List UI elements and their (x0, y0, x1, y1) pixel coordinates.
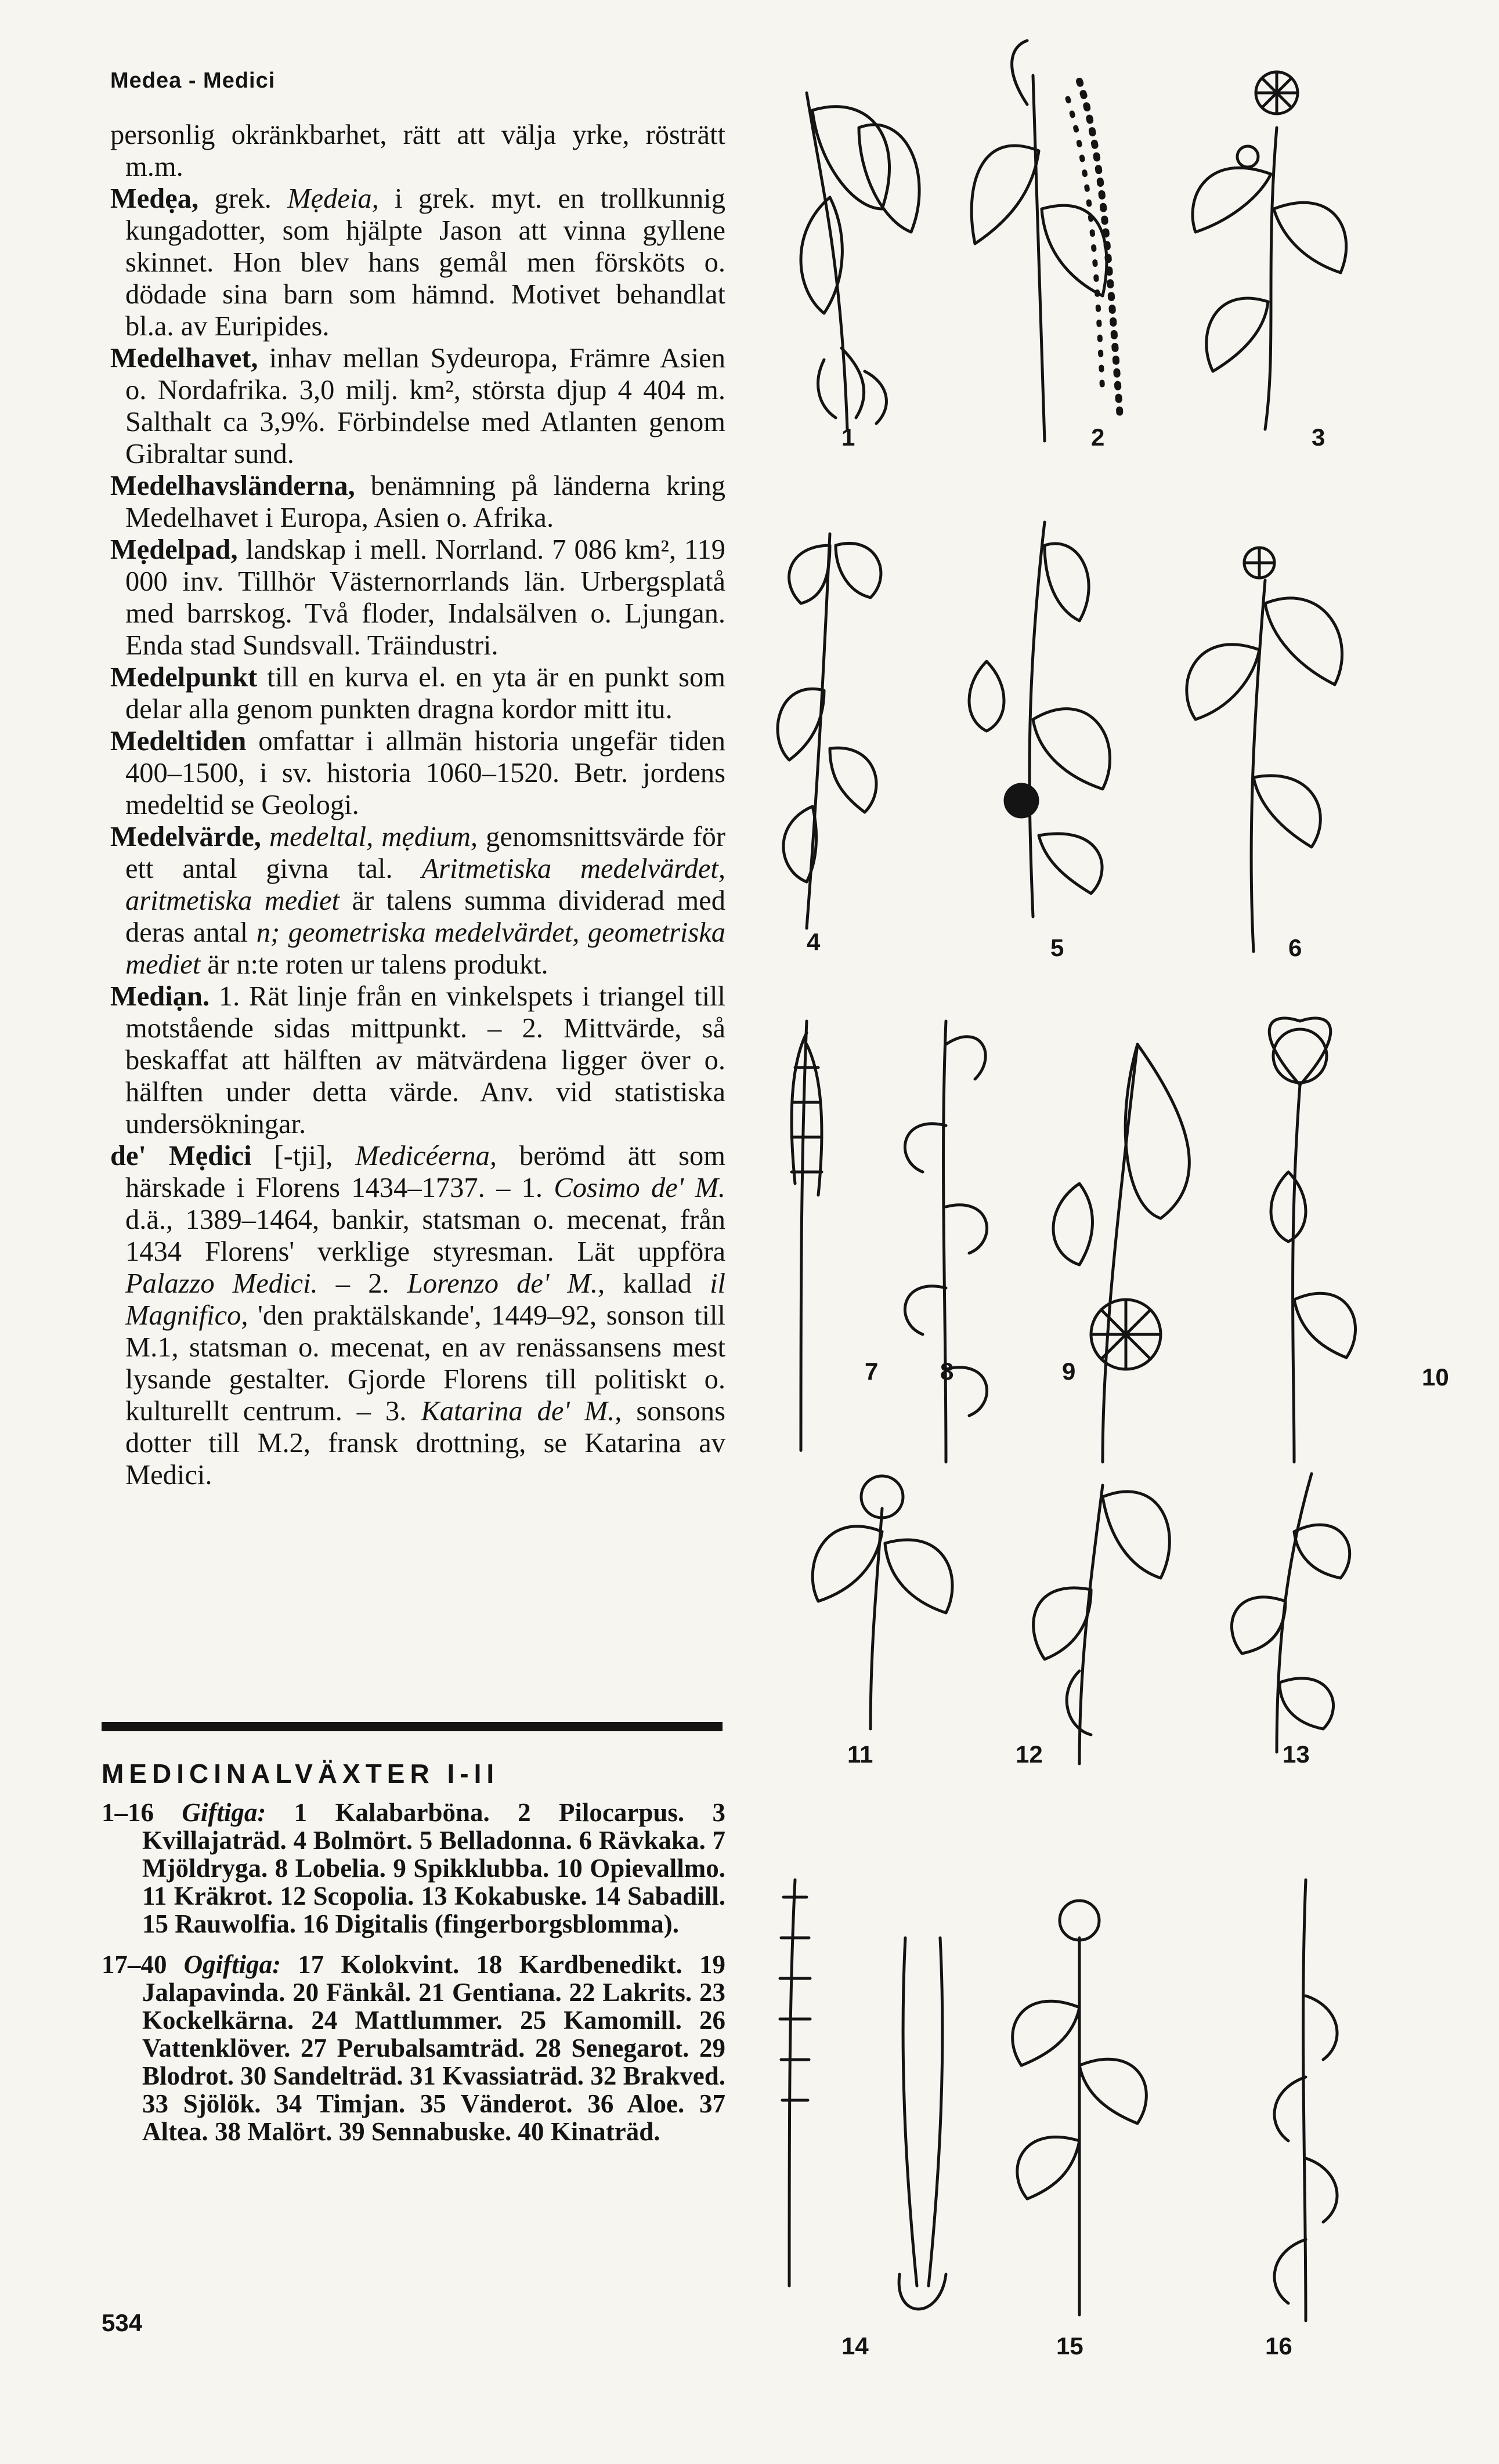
figure-number: 15 (1056, 2332, 1083, 2360)
digitalis-icon (1274, 1880, 1337, 2321)
section-divider (102, 1722, 723, 1731)
entry-medelpad: Mẹdelpad, landskap i mell. Norrland. 7 086 km², 119 000 inv. Tillhör Västernorrlands län. Urbergsplatå med barrskog. Två floder, Indalsälven o. Ljungan. Enda stad Sundsvall. Träindustri. (110, 534, 725, 661)
entry-medeltiden: Medeltiden omfattar i allmän historia ungefär tiden 400–1500, i sv. historia 1060–1520. Betr. jordens medeltid se Geologi. (110, 726, 725, 820)
figure-number: 8 (940, 1358, 954, 1385)
entry-medea: Medẹa, grek. Mẹdeia, i grek. myt. en trollkunnig kungadotter, som hjälpte Jason att vinna gyllene skinnet. Hon blev hans gemål men försköts o. dödade sina barn som hämnd. Motivet behandlat bl.a. av Euripides. (110, 183, 725, 342)
legend-group-nonpoisonous: 17–40 Ogiftiga: 17 Kolokvint. 18 Kardbenedikt. 19 Jalapavinda. 20 Fänkål. 21 Gentiana. 22 Lakrits. 23 Kockelkärna. 24 Mattlummer. 25 Kamomill. 26 Vattenklöver. 27 Perubalsamträd. 28 Senegarot. 29 Blodrot. 30 Sandelträd. 31 Kvassiaträd. 32 Brakved. 33 Sjölök. 34 Timjan. 35 Vänderot. 36 Aloe. 37 Altea. 38 Malört. 39 Sennabuske. 40 Kinaträd. (102, 1950, 726, 2146)
legend-group-poisonous: 1–16 Giftiga: 1 Kalabarböna. 2 Pilocarpus. 3 Kvillajaträd. 4 Bolmört. 5 Belladonna. 6 Rävkaka. 7 Mjöldryga. 8 Lobelia. 9 Spikklubba. 10 Opievallmo. 11 Kräkrot. 12 Scopolia. 13 Kokabuske. 14 Sabadill. 15 Rauwolfia. 16 Digitalis (fingerborgsblomma). (102, 1798, 725, 1938)
headword: Medelpunkt (110, 662, 258, 693)
section-title: MEDICINALVÄXTER I-II (102, 1759, 500, 1789)
headword: Mẹdelpad, (110, 534, 238, 565)
pilocarpus-icon (971, 41, 1120, 441)
entry-continuation (110, 119, 725, 183)
headword: Medelhavsländerna, (110, 471, 355, 501)
entry-medelhavslanderna: Medelhavsländerna, benämning på länderna kring Medelhavet i Europa, Asien o. Afrika. (110, 471, 725, 533)
coca-icon (1231, 1474, 1349, 1752)
lobelia-icon (905, 1021, 987, 1462)
entry-medelvarde: Medelvärde, medeltal, mẹdium, genomsnittsvärde för ett antal givna tal. Aritmetiska medelvärdet, aritmetiska mediet är talens summa dividerad med deras antal n; geometriska medelvärdet, geometriska mediet är n:te roten ur talens produkt. (110, 822, 725, 980)
headword: Medelvärde, (110, 822, 261, 852)
quillaja-icon (1193, 72, 1346, 429)
figure-number: 4 (807, 928, 821, 956)
figure-number: 13 (1283, 1741, 1310, 1768)
headword: Mediạn. (110, 981, 210, 1012)
headword: Medelhavet, (110, 343, 258, 374)
running-head: Medea - Medici (110, 68, 276, 93)
entry-median: Mediạn. 1. Rät linje från en vinkelspets i triangel till motstående sidas mittpunkt. – 2. Mittvärde, så beskaffat att hälften av mätvärdena ligger över o. hälften under detta värde. Anv. vid statistiska undersökningar. (110, 981, 725, 1139)
figure-number: 11 (847, 1741, 873, 1768)
figure-number: 14 (841, 2332, 869, 2360)
entries-column (110, 119, 725, 1491)
figure-number: 6 (1288, 934, 1302, 961)
plant-legend (102, 1799, 725, 2158)
entry-medelpunkt: Medelpunkt till en kurva el. en yta är en punkt som delar alla genom punkten dragna kordor mitt itu. (110, 662, 725, 725)
figure-number: 10 (1422, 1363, 1449, 1391)
figure-number: 7 (865, 1358, 879, 1385)
figure-number: 3 (1312, 424, 1325, 451)
entry-text: personlig okränkbarhet, rätt att välja yrke, rösträtt m.m. (110, 120, 725, 182)
ipecac-icon (812, 1476, 952, 1729)
poppy-icon (1269, 1018, 1355, 1462)
figure-number: 9 (1062, 1358, 1076, 1385)
sabadilla-icon (780, 1880, 946, 2309)
belladonna-icon (969, 522, 1110, 917)
henbane-icon (778, 534, 881, 928)
figure-number: 2 (1091, 424, 1105, 451)
headword: Medeltiden (110, 726, 247, 757)
figure-number: 5 (1050, 934, 1064, 961)
rauwolfia-icon (1013, 1901, 1147, 2315)
ergot-icon (792, 1021, 822, 1450)
scopolia-icon (1034, 1485, 1170, 1764)
page-number: 534 (102, 2309, 143, 2336)
entry-medici: de' Mẹdici [-tji], Medicéerna, berömd ätt som härskade i Florens 1434–1737. – 1. Cosimo de' M. d.ä., 1389–1464, bankir, statsman o. mecenat, från 1434 Florens' verklige styresman. Lät uppföra Palazzo Medici. – 2. Lorenzo de' M., kallad il Magnifico, 'den praktälskande', 1449–92, sonson till M.1, statsman o. mecenat, en av renässansens mest lysande gestalter. Gjorde Florens till politiskt o. kulturellt centrum. – 3. Katarina de' M., sonsons dotter till M.2, fransk drottning, se Katarina av Medici. (110, 1141, 726, 1490)
illustration-plate (754, 23, 1499, 2464)
plant-illustrations (754, 23, 1499, 2464)
entry-medelhavet: Medelhavet, inhav mellan Sydeuropa, Främre Asien o. Nordafrika. 3,0 milj. km², största djup 4 404 m. Salthalt ca 3,9%. Förbindelse med Atlanten genom Gibraltar sund. (110, 343, 725, 469)
headword: Medẹa, (110, 183, 199, 214)
figure-number: 16 (1265, 2332, 1292, 2360)
figure-number: 1 (841, 424, 855, 451)
bean-vine-icon (801, 93, 919, 429)
headword: de' Mẹdici (110, 1141, 252, 1171)
datura-icon (1053, 1044, 1189, 1462)
figure-number: 12 (1016, 1741, 1043, 1768)
anemone-icon (1187, 548, 1342, 951)
